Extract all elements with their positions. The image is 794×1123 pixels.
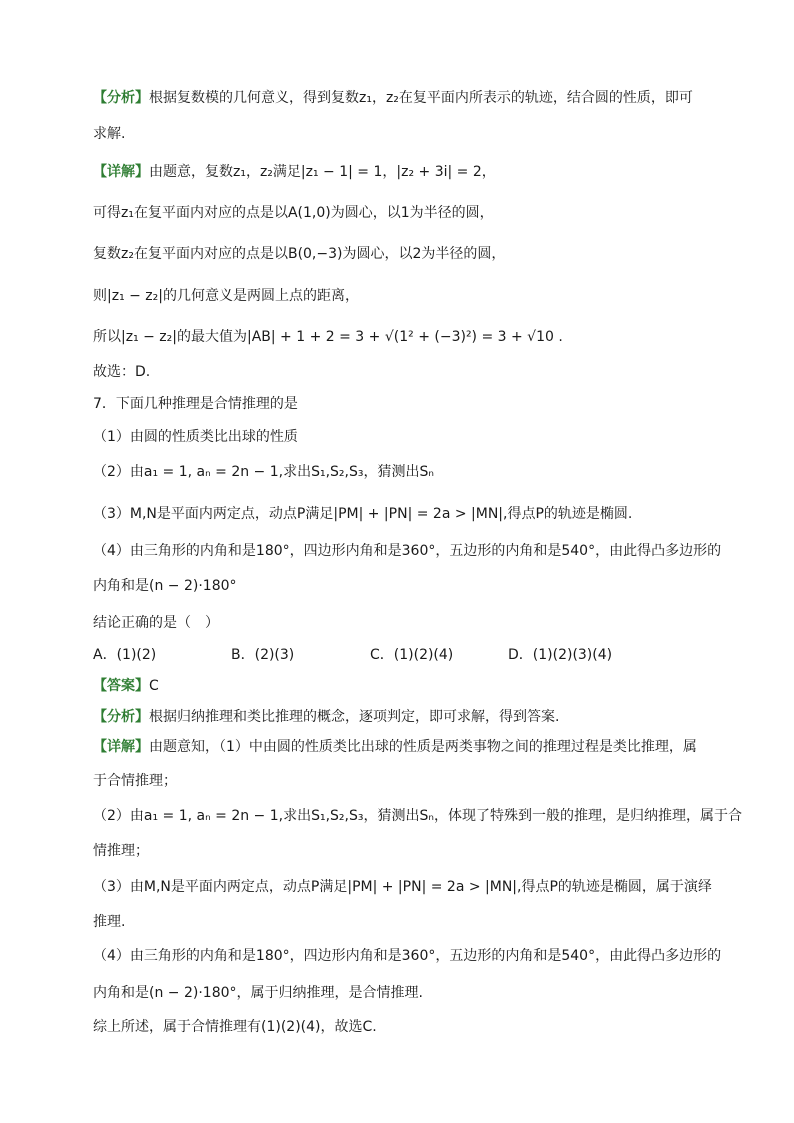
detail-line-3: 复数z₂在复平面内对应的点是以B(0,−3)为圆心，以2为半径的圆， (93, 246, 506, 262)
analysis-2-text: 根据归纳推理和类比推理的概念，逐项判定，即可求解，得到答案. (149, 709, 560, 725)
analysis-text: 根据复数模的几何意义，得到复数z₁，z₂在复平面内所表示的轨迹，结合圆的性质，即可 (149, 90, 693, 106)
question-7-item-1: （1）由圆的性质类比出球的性质 (93, 429, 298, 445)
answer-value: C (149, 678, 159, 694)
question-7-item-3: （3）M,N是平面内两定点，动点P满足|PM| + |PN| = 2a > |MN|,得点P的轨迹是椭圆. (93, 506, 633, 522)
detail-2-line-4: 情推理； (93, 843, 149, 859)
detail-2-line-2: 于合情推理； (93, 773, 177, 789)
analysis-tag: 【分析】 (93, 90, 149, 106)
detail-line-2: 可得z₁在复平面内对应的点是以A(1,0)为圆心，以1为半径的圆， (93, 205, 494, 221)
analysis-2-line (93, 707, 559, 727)
detail-text: 由题意，复数z₁，z₂满足|z₁ − 1| = 1，|z₂ + 3i| = 2， (149, 164, 496, 180)
analysis-line-1 (93, 88, 693, 108)
question-7-item-4-line-2: 内角和是(n − 2)·180° (93, 578, 237, 594)
detail-2-line-1 (93, 737, 697, 757)
detail-line-4: 则|z₁ − z₂|的几何意义是两圆上点的距离， (93, 288, 359, 304)
answer-tag: 【答案】 (93, 678, 149, 694)
answer-line (93, 676, 159, 696)
question-7-item-4-line-1: （4）由三角形的内角和是180°，四边形内角和是360°，五边形的内角和是540°，由此得凸多边形的 (93, 543, 722, 559)
analysis-2-tag: 【分析】 (93, 709, 149, 725)
detail-line-1 (93, 162, 496, 182)
option-b: B．(2)(3) (231, 647, 295, 663)
option-d: D．(1)(2)(3)(4) (508, 647, 613, 663)
option-a: A．(1)(2) (93, 647, 157, 663)
detail-2-text: 由题意知，（1）中由圆的性质类比出球的性质是两类事物之间的推理过程是类比推理，属 (149, 739, 697, 755)
detail-line-5: 所以|z₁ − z₂|的最大值为|AB| + 1 + 2 = 3 + √(1² + (−3)²) = 3 + √10 . (93, 329, 563, 345)
detail-2-line-7: （4）由三角形的内角和是180°，四边形内角和是360°，五边形的内角和是540°，由此得凸多边形的 (93, 948, 722, 964)
detail-2-tag: 【详解】 (93, 739, 149, 755)
detail-2-line-8: 内角和是(n − 2)·180°，属于归纳推理，是合情推理. (93, 985, 423, 1001)
detail-line-6: 故选：D. (93, 364, 151, 380)
question-7-item-2: （2）由a₁ = 1, aₙ = 2n − 1,求出S₁,S₂,S₃，猜测出Sₙ (93, 464, 434, 480)
detail-tag: 【详解】 (93, 164, 149, 180)
detail-2-line-6: 推理. (93, 914, 126, 930)
option-c: C．(1)(2)(4) (370, 647, 454, 663)
analysis-line-2: 求解. (93, 126, 126, 142)
question-7-options (93, 645, 713, 665)
conclusion-line: 综上所述，属于合情推理有(1)(2)(4)，故选C. (93, 1019, 377, 1035)
detail-2-line-3: （2）由a₁ = 1, aₙ = 2n − 1,求出S₁,S₂,S₃，猜测出Sₙ，体现了特殊到一般的推理，是归纳推理，属于合 (93, 808, 742, 824)
detail-2-line-5: （3）由M,N是平面内两定点，动点P满足|PM| + |PN| = 2a > |MN|,得点P的轨迹是椭圆，属于演绎 (93, 879, 712, 895)
question-7-title: 7．下面几种推理是合情推理的是 (93, 396, 298, 412)
question-7-prompt: 结论正确的是（ ） (93, 615, 219, 631)
